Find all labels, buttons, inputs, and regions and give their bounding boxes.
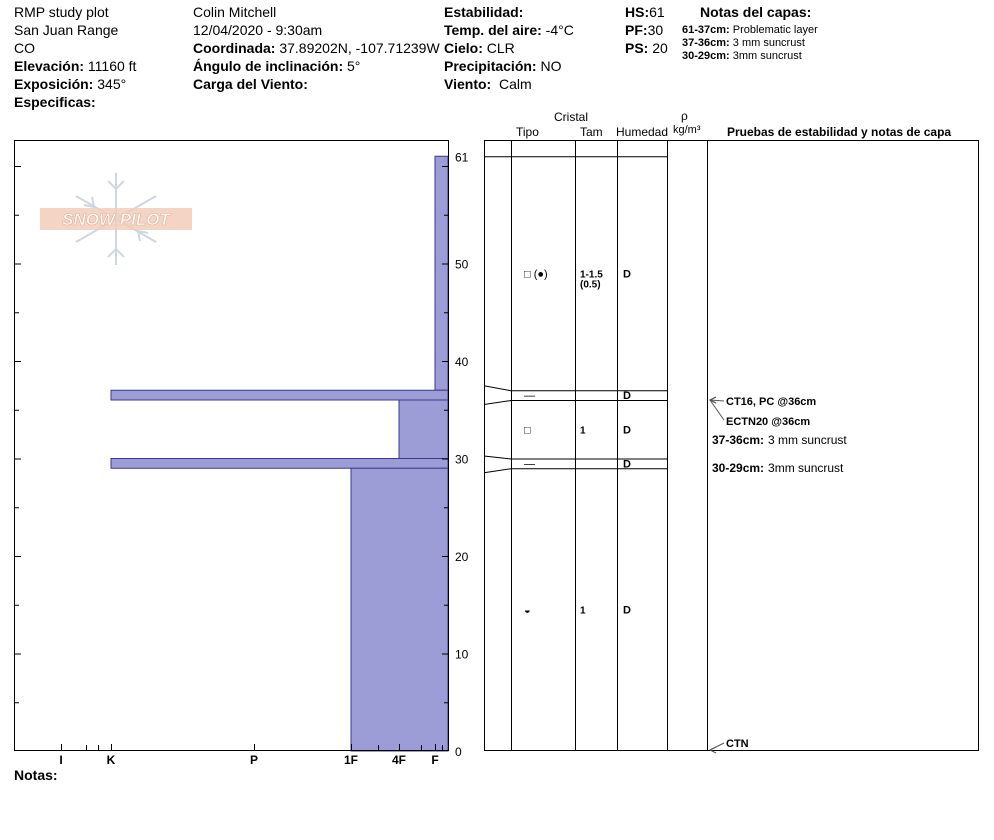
type-header: Tipo (516, 125, 539, 139)
stability-note (712, 433, 847, 447)
table-row (524, 605, 631, 617)
hardness-plot (15, 141, 469, 768)
stability-note-text: 3 mm suncrust (768, 433, 847, 447)
pf-label: PF: (625, 22, 648, 38)
layer-notes-title: Notas del capas: (700, 4, 812, 20)
stability-label: Estabilidad: (444, 4, 524, 20)
table-row (524, 424, 631, 436)
moisture-value: D (623, 604, 631, 617)
stability-notes (712, 433, 847, 475)
stability-note-range: 37-36cm: (712, 433, 765, 447)
crystal-size: 1 (580, 605, 586, 617)
y-tick-label: 40 (455, 355, 469, 369)
crystal-type-symbol: ◒ (524, 604, 531, 617)
hardness-bar (399, 400, 448, 459)
specifics-label: Especificas: (14, 94, 96, 110)
air-temp-value: -4°C (545, 22, 574, 38)
x-tick-label: K (106, 753, 116, 767)
crystal-type-symbol: — (524, 390, 535, 403)
snowpilot-logo-text: SNOW PILOT (62, 210, 170, 229)
hardness-bar (111, 390, 448, 400)
moisture-value: D (623, 458, 631, 471)
hardness-bar (111, 459, 448, 469)
elevation-value: 11160 ft (87, 58, 137, 74)
precip-value: NO (540, 58, 562, 74)
aspect-label: Exposición: (14, 76, 94, 92)
slope-value: 5° (347, 58, 361, 74)
test-label: CTN (726, 738, 749, 750)
moisture-header: Humedad (616, 125, 669, 139)
hardness-bar (351, 468, 448, 751)
test-arrow (710, 400, 724, 420)
ps-label: PS: (625, 40, 649, 56)
wind-load-label: Carga del Viento: (193, 76, 308, 92)
wind-label: Viento: (444, 76, 492, 92)
datetime: 12/04/2020 - 9:30am (193, 22, 323, 38)
layer-note-text: 3 mm suncrust (732, 37, 805, 49)
y-tick-label: 10 (455, 647, 469, 662)
stability-note-range: 30-29cm: (712, 461, 765, 475)
table-row (524, 268, 631, 290)
x-tick-label: 1F (343, 753, 359, 767)
crystal-type-symbol: □ (●) (524, 268, 548, 281)
state-name: CO (14, 40, 35, 56)
hs-label: HS: (625, 4, 650, 20)
coord-label: Coordinada: (193, 40, 276, 56)
sky-value: CLR (486, 40, 515, 56)
layer-note-range: 61-37cm: (682, 24, 730, 36)
crystal-type-symbol: — (524, 458, 535, 471)
wind-value: Calm (498, 76, 532, 92)
table-rows (524, 268, 631, 616)
x-tick-label: P (249, 753, 259, 767)
aspect-value: 345° (97, 76, 127, 92)
crystal-size: 1 (580, 425, 586, 437)
y-tick-label: 61 (455, 150, 469, 165)
stability-note-text: 3mm suncrust (768, 461, 844, 475)
size-header: Tam (580, 125, 603, 139)
ps-value: 20 (652, 40, 668, 56)
precip-label: Precipitación: (444, 58, 537, 74)
range-name: San Juan Range (14, 22, 119, 38)
hs-value: 61 (649, 4, 665, 20)
x-tick-label: F (431, 753, 439, 767)
pf-value: 30 (647, 22, 664, 38)
coord-value: 37.89202N, -107.71239W (279, 40, 440, 56)
crystal-header: Cristal (554, 110, 589, 124)
air-temp-label: Temp. del aire: (444, 22, 542, 38)
layer-note-text: 3mm suncrust (732, 50, 802, 62)
moisture-value: D (623, 424, 631, 437)
layer-note-text: Problematic layer (732, 24, 818, 36)
y-tick-label: 30 (455, 452, 469, 467)
test-label: ECTN20 @36cm (726, 416, 811, 428)
stability-test (710, 396, 816, 408)
crystal-size: 1-1.5 (580, 269, 603, 281)
slope-label: Ángulo de inclinación: (193, 58, 344, 74)
sky-label: Cielo: (444, 40, 483, 56)
stability-header: Pruebas de estabilidad y notas de capa (727, 125, 952, 139)
observer: Colin Mitchell (193, 4, 277, 20)
crystal-size-sub: (0.5) (580, 279, 601, 291)
snowpilot-logo (40, 173, 192, 265)
stability-note (712, 461, 844, 475)
layer-note-range: 30-29cm: (682, 50, 730, 62)
x-tick-label: I (59, 753, 63, 767)
y-tick-label: 0 (455, 745, 462, 759)
crystal-type-symbol: □ (524, 424, 531, 437)
density-symbol: ρ (681, 109, 688, 123)
hardness-bars (111, 156, 448, 751)
layer-note-range: 37-36cm: (682, 37, 730, 49)
hardness-bar (435, 156, 448, 390)
moisture-value: D (623, 268, 631, 281)
elevation-label: Elevación: (14, 58, 85, 74)
test-label: CT16, PC @36cm (726, 396, 817, 408)
notes-label: Notas: (14, 767, 58, 783)
y-tick-label: 50 (455, 257, 469, 272)
site-name: RMP study plot (14, 4, 109, 20)
y-tick-label: 20 (455, 550, 469, 564)
x-tick-label: 4F (391, 753, 407, 767)
density-unit: kg/m³ (673, 124, 701, 136)
moisture-value: D (623, 390, 631, 403)
stability-tests (710, 396, 816, 753)
